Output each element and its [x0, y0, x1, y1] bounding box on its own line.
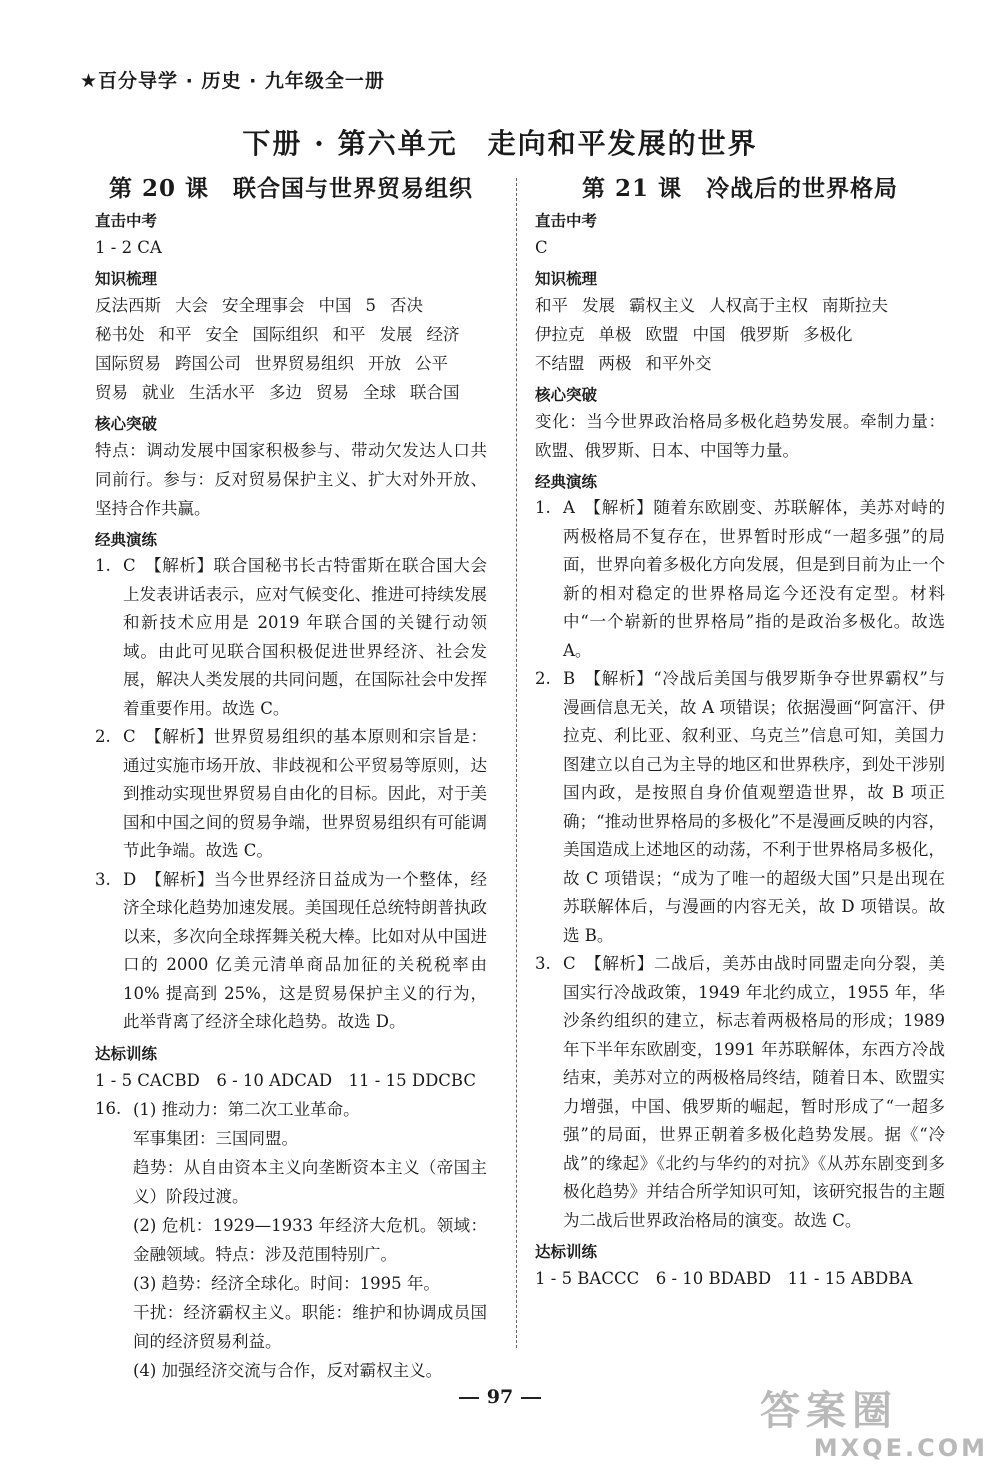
keyword-line [95, 378, 487, 407]
exercise-number: 3. [535, 954, 551, 973]
keyword: 多边 [269, 383, 302, 402]
exercise-item [95, 866, 487, 1037]
section-heading-jingdian: 经典演练 [535, 473, 598, 491]
keyword: 公平 [415, 354, 448, 373]
keyword: 不结盟 [535, 354, 585, 373]
keyword-line [95, 320, 487, 349]
exercise-number: 3. [95, 869, 111, 889]
section-heading-hexin: 核心突破 [535, 386, 598, 404]
section-heading-dabiao: 达标训练 [95, 1044, 158, 1063]
knowledge-keywords [535, 291, 945, 378]
keyword: 伊拉克 [535, 325, 585, 344]
lesson-21-title: 第 21 课 冷战后的世界格局 [581, 175, 899, 202]
exercise-item [535, 494, 945, 665]
keyword: 发展 [582, 296, 615, 315]
keyword: 安全 [205, 325, 239, 344]
keyword: 5 [365, 296, 376, 315]
keyword: 贸易 [95, 383, 128, 402]
keyword: 霸权主义 [629, 296, 695, 315]
exercise-item [535, 950, 945, 1235]
question-16-line: 干扰：经济霸权主义。职能：维护和协调成员国间的经济贸易利益。 [133, 1302, 487, 1351]
exercise-item [95, 552, 487, 723]
keyword: 世界贸易组织 [255, 354, 354, 373]
column-divider [516, 178, 517, 1348]
keyword: 南斯拉夫 [822, 296, 888, 315]
exercise-number: 2. [535, 669, 551, 688]
keyword: 秘书处 [95, 325, 145, 344]
keyword: 国际贸易 [95, 354, 161, 373]
dabiao-answer: 1 - 5 CACBD 6 - 10 ADCAD 11 - 15 DDCBC [95, 1070, 476, 1090]
question-16-line: (4) 加强经济交流与合作，反对霸权主义。 [133, 1360, 443, 1380]
keyword: 俄罗斯 [739, 325, 789, 344]
keyword: 和平 [535, 296, 568, 315]
keyword: 单极 [598, 325, 632, 344]
unit-title: 下册 · 第六单元 走向和平发展的世界 [242, 127, 758, 160]
keyword: 多极化 [803, 325, 853, 344]
keyword: 生活水平 [189, 383, 255, 402]
question-16-line: 军事集团：三国同盟。 [133, 1128, 298, 1148]
section-heading-zhishi: 知识梳理 [535, 270, 598, 288]
dabiao-answer: 1 - 5 BACCC 6 - 10 BDABD 11 - 15 ABDBA [535, 1269, 913, 1288]
exercise-number: 1. [95, 556, 111, 575]
keyword: 两极 [598, 354, 632, 373]
section-heading-jingdian: 经典演练 [95, 531, 158, 549]
keyword: 贸易 [316, 383, 349, 402]
keyword: 开放 [368, 354, 401, 373]
exercise-item [95, 723, 487, 866]
keyword: 和平 [158, 325, 192, 344]
keyword: 人权高于主权 [709, 296, 808, 315]
question-16-body [133, 1095, 487, 1385]
hexin-text: 特点：调动发展中国家积极参与、带动欠发达人口共同前行。参与：反对贸易保护主义、扩大对外开放、坚持合作共赢。 [95, 441, 487, 518]
keyword: 反法西斯 [95, 296, 161, 315]
keyword: 和平 [332, 325, 366, 344]
keyword: 国际组织 [252, 325, 319, 344]
section-heading-zhiji: 直击中考 [95, 212, 158, 230]
question-16-line: 趋势：从自由资本主义向垄断资本主义（帝国主义）阶段过渡。 [133, 1157, 487, 1206]
watermark-text: 答案圈 [760, 1388, 898, 1434]
keyword: 联合国 [410, 383, 460, 402]
section-heading-hexin: 核心突破 [95, 415, 158, 433]
keyword: 经济 [426, 325, 460, 344]
lesson-21-column [535, 170, 945, 1293]
exercise-explanation: A 【解析】随着东欧剧变、苏联解体，美苏对峙的两极格局不复存在，世界暂时形成“一超多强”的局面，世界向着多极化方向发展，但是到目前为止一个新的相对稳定的世界格局迄今还没有定型。材料中“一个崭新的世界格局”指的是政治多极化。故选 A。 [563, 498, 945, 660]
keyword-line [95, 291, 487, 320]
keyword-line [95, 349, 487, 378]
zhiji-answer: C [535, 238, 548, 257]
page-number-value: 97 [486, 1386, 514, 1408]
jingdian-items [95, 552, 487, 1037]
keyword-line [535, 320, 945, 349]
watermark-url: MXQE.COM [813, 1434, 988, 1462]
exercise-explanation: D 【解析】当今世界经济日益成为一个整体，经济全球化趋势加速发展。美国现任总统特朗普执政以来，多次向全球挥舞关税大棒。比如对从中国进口的 2000 亿美元清单商品加征的关税税率由 10% 提高到 25%，这是贸易保护主义的行为，此举背离了经济全球化趋势。故选 D。 [123, 869, 487, 1031]
keyword: 全球 [363, 383, 396, 402]
keyword: 就业 [142, 383, 175, 402]
keyword: 否决 [390, 296, 423, 315]
jingdian-items [535, 494, 945, 1235]
keyword: 安全理事会 [222, 296, 305, 315]
watermark-logo [760, 1388, 992, 1468]
exercise-explanation: C 【解析】联合国秘书长古特雷斯在联合国大会上发表讲话表示，应对气候变化、推进可持续发展和新技术应用是 2019 年联合国的关键行动领域。由此可见联合国积极促进世界经济、社会发展，解决人类发展的共同问题，在国际社会中发挥着重要作用。故选 C。 [123, 556, 487, 718]
question-16-line: (2) 危机：1929—1933 年经济大危机。领域：金融领域。特点：涉及范围特别广。 [133, 1215, 487, 1264]
lesson-20-title: 第 20 课 联合国与世界贸易组织 [108, 175, 474, 202]
keyword: 发展 [379, 325, 413, 344]
question-16-line: (1) 推动力：第二次工业革命。 [133, 1099, 360, 1119]
exercise-explanation: B 【解析】“冷战后美国与俄罗斯争夺世界霸权”与漫画信息无关，故 A 项错误；依据漫画“阿富汗、伊拉克、利比亚、叙利亚、乌克兰”信息可知，美国力图建立以自己为主导的地区和世界秩序，到处干涉别国内政，是按照自身价值观塑造世界，故 B 项正确；“推动世界格局的多极化”不是漫画反映的内容，美国造成上述地区的动荡，不利于世界格局多极化，故 C 项错误；“成为了唯一的超级大国”只是出现在苏联解体后，与漫画的内容无关，故 D 项错误。故选 B。 [563, 669, 946, 945]
keyword: 跨国公司 [175, 354, 241, 373]
hexin-text: 变化：当今世界政治格局多极化趋势发展。牵制力量：欧盟、俄罗斯、日本、中国等力量。 [535, 412, 945, 460]
question-16 [95, 1095, 487, 1385]
section-heading-dabiao: 达标训练 [535, 1243, 598, 1261]
zhiji-answer: 1 - 2 CA [95, 238, 162, 257]
keyword-line [535, 291, 945, 320]
lesson-20-column [95, 170, 487, 1385]
exercise-number: 2. [95, 727, 111, 746]
book-header: ★百分导学 · 历史 · 九年级全一册 [80, 70, 385, 92]
keyword: 中国 [318, 296, 352, 315]
keyword-line [535, 349, 945, 378]
exercise-explanation: C 【解析】二战后，美苏由战时同盟走向分裂，美国实行冷战政策，1949 年北约成立，1955 年，华沙条约组织的建立，标志着两极格局的形成；1989 年下半年东欧剧变，1991 年苏联解体，东西方冷战结束，美苏对立的两极格局终结，随着日本、欧盟实力增强，中国、俄罗斯的崛起，暂时形成了“一超多强”的局面，世界正朝着多极化趋势发展。据《“冷战”的缘起》《北约与华约的对抗》《从苏东剧变到多极化趋势》并结合所学知识可知，该研究报告的主题为二战后世界政治格局的演变。故选 C。 [563, 954, 945, 1230]
keyword: 中国 [692, 325, 726, 344]
section-heading-zhiji: 直击中考 [535, 212, 598, 230]
section-heading-zhishi: 知识梳理 [95, 270, 158, 288]
question-16-number: 16. [95, 1098, 122, 1118]
page-number-dash-left [459, 1397, 479, 1399]
question-16-line: (3) 趋势：经济全球化。时间：1995 年。 [133, 1273, 440, 1293]
page-number-dash-right [521, 1397, 541, 1399]
knowledge-keywords [95, 291, 487, 407]
exercise-item [535, 665, 945, 950]
keyword: 和平外交 [645, 354, 712, 373]
keyword: 大会 [175, 296, 208, 315]
keyword: 欧盟 [645, 325, 679, 344]
exercise-number: 1. [535, 498, 551, 517]
exercise-explanation: C 【解析】世界贸易组织的基本原则和宗旨是：通过实施市场开放、非歧视和公平贸易等原则，达到推动实现世界贸易自由化的目标。因此，对于美国和中国之间的贸易争端，世界贸易组织有可能调节此争端。故选 C。 [123, 727, 487, 860]
